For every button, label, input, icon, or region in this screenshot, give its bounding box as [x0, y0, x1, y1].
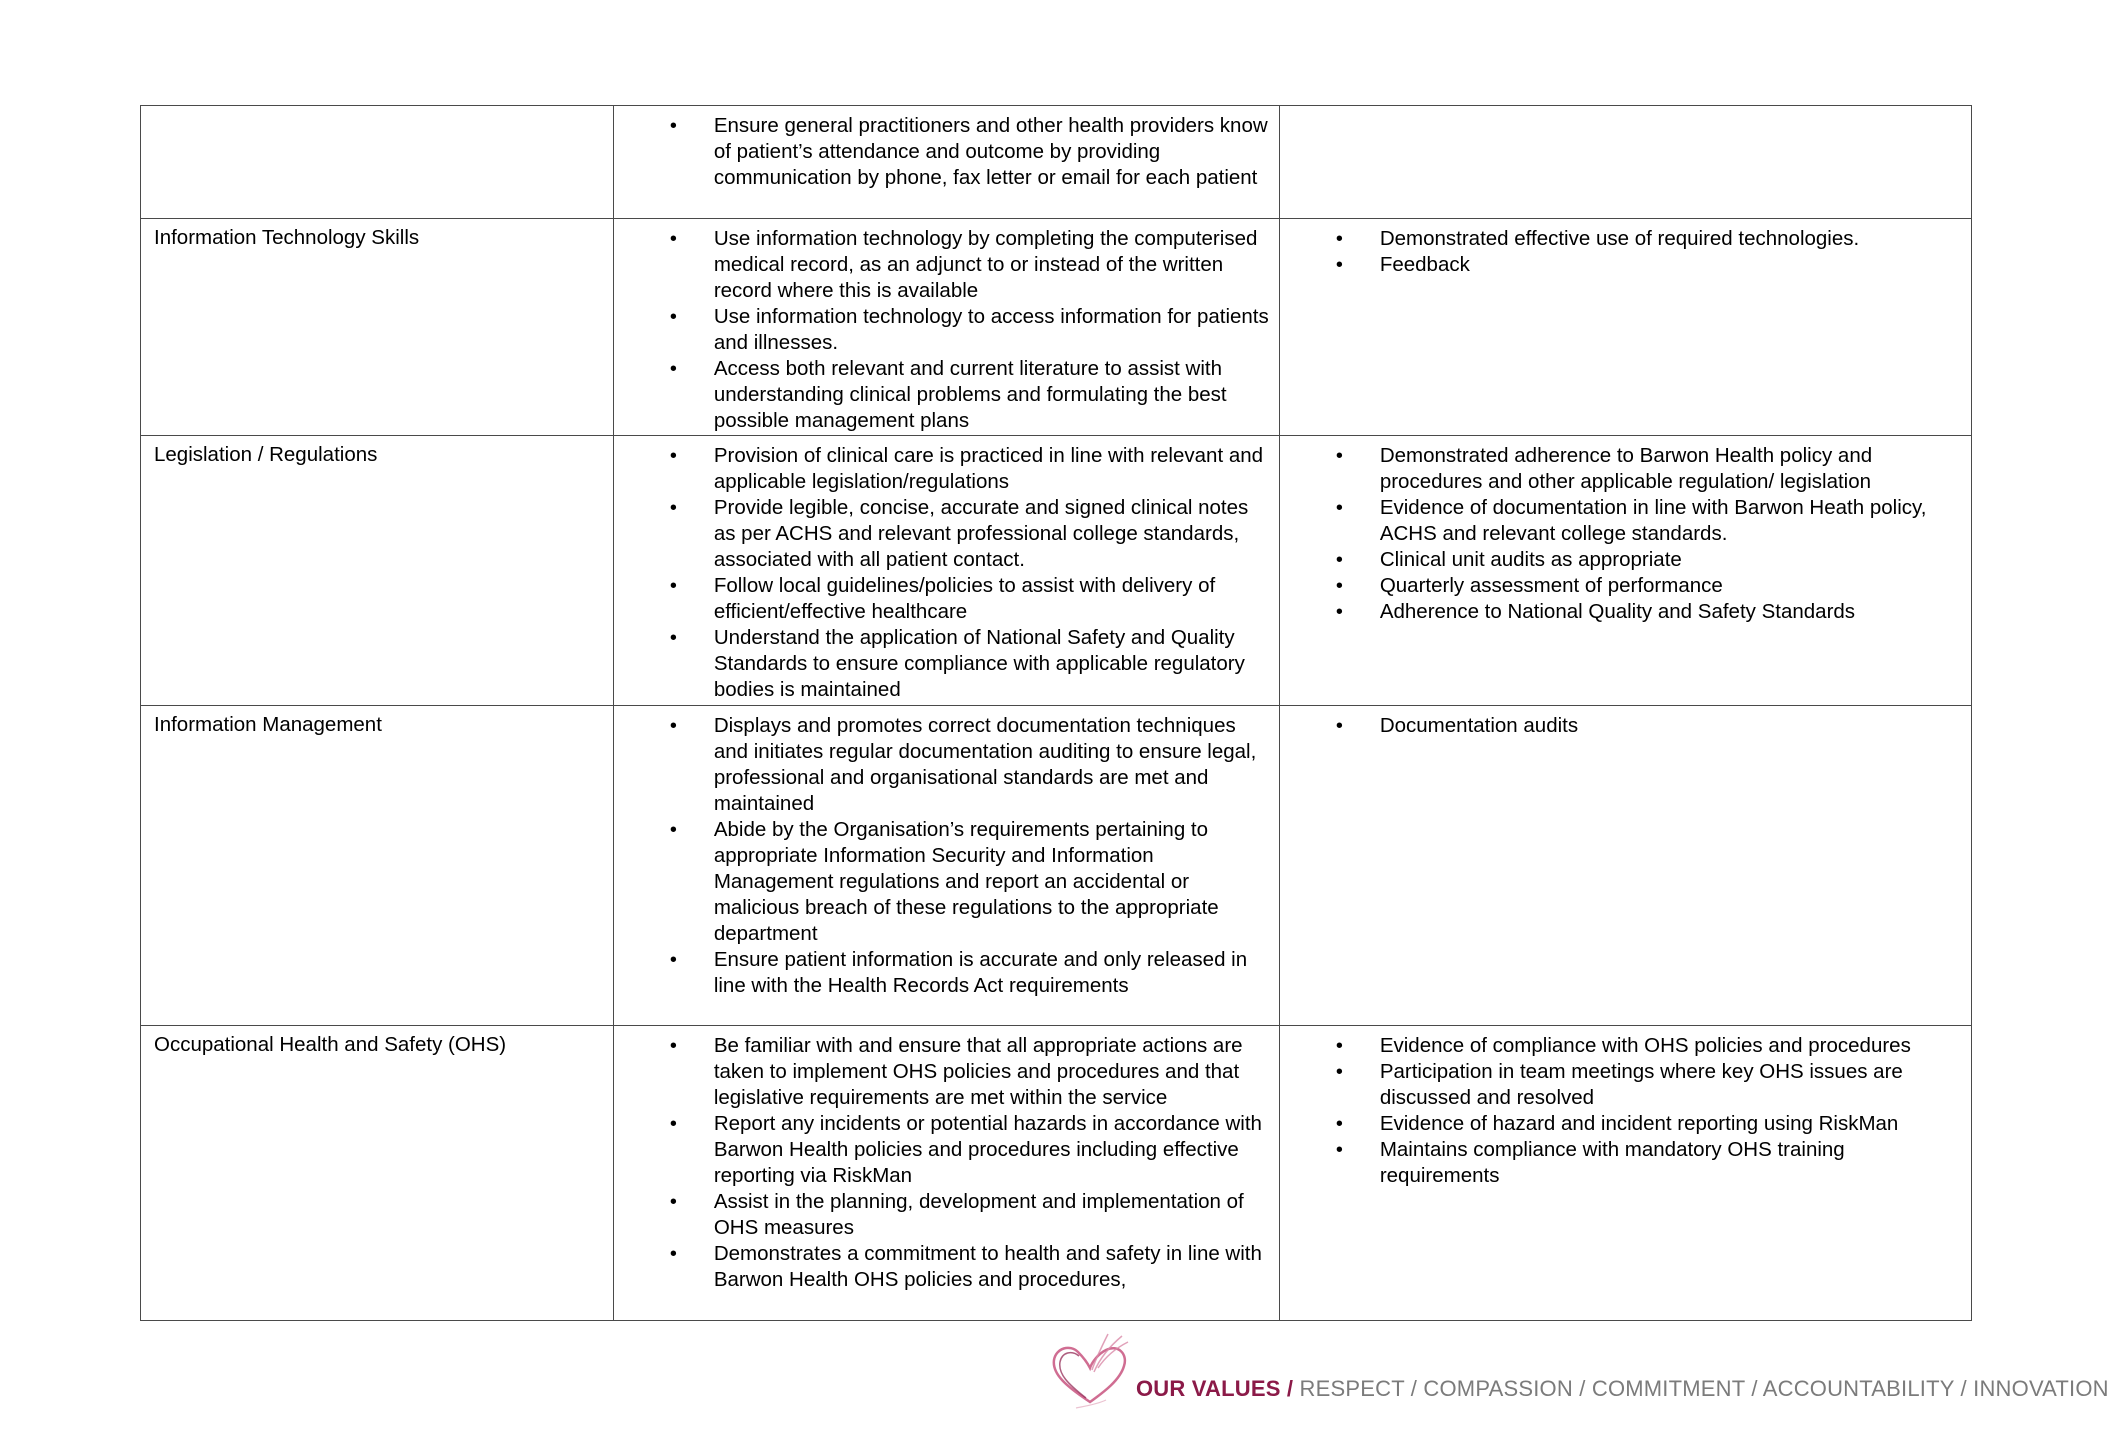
key-result-area-label: Occupational Health and Safety (OHS): [154, 1033, 507, 1056]
list-item: • Understand the application of National Safety and Quality Standards to ensure compliance with applicable regulatory bodies is maintained: [614, 625, 1271, 703]
list-item: • Follow local guidelines/policies to assist with delivery of efficient/effective healthcare: [614, 573, 1271, 625]
table-row: [141, 106, 1972, 219]
list-item: • Assist in the planning, development and implementation of OHS measures: [614, 1189, 1271, 1241]
list-item: • Quarterly assessment of performance: [1280, 573, 1963, 599]
indicators-cell: [1279, 436, 1971, 706]
key-result-area-cell: [141, 436, 614, 706]
list-item: • Clinical unit audits as appropriate: [1280, 547, 1963, 573]
activities-list: [614, 436, 1279, 703]
values-separator: /: [1579, 1376, 1586, 1401]
list-item: • Demonstrates a commitment to health and safety in line with Barwon Health OHS policies and procedures,: [614, 1241, 1271, 1293]
values-separator: /: [1410, 1376, 1418, 1401]
list-item: • Ensure general practitioners and other health providers know of patient’s attendance and outcome by providing communication by phone, fax letter or email for each patient: [614, 113, 1271, 191]
list-item: • Use information technology by completing the computerised medical record, as an adjunct to or instead of the written record where this is available: [614, 226, 1271, 304]
list-item: • Use information technology to access information for patients and illnesses.: [614, 304, 1271, 356]
list-item: • Provision of clinical care is practiced in line with relevant and applicable legislation/regulations: [614, 443, 1271, 495]
list-item: • Participation in team meetings where key OHS issues are discussed and resolved: [1280, 1059, 1963, 1111]
key-result-area-label: Legislation / Regulations: [154, 443, 378, 466]
key-result-area-cell: [141, 1026, 614, 1321]
activities-cell: [613, 436, 1279, 706]
key-result-area-cell: [141, 219, 614, 436]
table-row: [141, 706, 1972, 1026]
value-commitment: COMMITMENT: [1591, 1376, 1745, 1401]
list-item: • Provide legible, concise, accurate and signed clinical notes as per ACHS and relevant professional college standards, associated with all patient contact.: [614, 495, 1271, 573]
list-item: • Adherence to National Quality and Safety Standards: [1280, 599, 1963, 625]
list-item: • Abide by the Organisation’s requirements pertaining to appropriate Information Security and Information Management regulations and report an accidental or malicious breach of these regulations to the appropriate department: [614, 817, 1271, 947]
values-title: OUR VALUES: [1136, 1376, 1281, 1401]
list-item: • Feedback: [1280, 252, 1963, 278]
key-result-area-cell: [141, 706, 614, 1026]
heart-logo-icon: [1046, 1328, 1134, 1416]
list-item: • Maintains compliance with mandatory OHS training requirements: [1280, 1137, 1963, 1189]
indicators-list: [1280, 1026, 1971, 1189]
values-separator: /: [1960, 1376, 1967, 1401]
list-item: • Demonstrated effective use of required technologies.: [1280, 226, 1963, 252]
key-result-area-label: [141, 106, 613, 112]
table-row: [141, 1026, 1972, 1321]
values-separator: /: [1286, 1376, 1294, 1401]
activities-list: [614, 219, 1279, 434]
activities-list: [614, 1026, 1279, 1293]
values-line: [1136, 1376, 2109, 1402]
list-item: • Report any incidents or potential hazards in accordance with Barwon Health policies and procedures including effective reporting via RiskMan: [614, 1111, 1271, 1189]
values-separator: /: [1751, 1376, 1758, 1401]
table-row: [141, 436, 1972, 706]
activities-cell: [613, 106, 1279, 219]
indicators-cell: [1279, 1026, 1971, 1321]
value-respect: RESPECT: [1299, 1376, 1405, 1401]
indicators-list: [1280, 436, 1971, 625]
key-result-area-cell: [141, 106, 614, 219]
value-innovation: INNOVATION: [1973, 1376, 2109, 1401]
indicators-cell: [1279, 706, 1971, 1026]
list-item: • Ensure patient information is accurate and only released in line with the Health Records Act requirements: [614, 947, 1271, 999]
list-item: • Evidence of hazard and incident reporting using RiskMan: [1280, 1111, 1963, 1137]
value-accountability: ACCOUNTABILITY: [1762, 1376, 1955, 1401]
table-row: [141, 219, 1972, 436]
indicators-list: [1280, 706, 1971, 739]
indicators-cell: [1279, 106, 1971, 219]
key-result-area-label: Information Management: [154, 713, 382, 736]
indicators-cell: [1279, 219, 1971, 436]
list-item: • Be familiar with and ensure that all appropriate actions are taken to implement OHS policies and procedures and that legislative requirements are met within the service: [614, 1033, 1271, 1111]
list-item: • Demonstrated adherence to Barwon Health policy and procedures and other applicable regulation/ legislation: [1280, 443, 1963, 495]
activities-cell: [613, 1026, 1279, 1321]
key-result-area-label: Information Technology Skills: [154, 226, 420, 249]
values-footer: [1046, 1328, 2109, 1418]
activities-cell: [613, 219, 1279, 436]
position-description-table: [140, 105, 1972, 1321]
activities-cell: [613, 706, 1279, 1026]
list-item: • Evidence of compliance with OHS policies and procedures: [1280, 1033, 1963, 1059]
activities-list: [614, 106, 1279, 191]
list-item: • Evidence of documentation in line with Barwon Heath policy, ACHS and relevant college standards.: [1280, 495, 1963, 547]
activities-list: [614, 706, 1279, 999]
value-compassion: COMPASSION: [1423, 1376, 1573, 1401]
list-item: • Access both relevant and current literature to assist with understanding clinical problems and formulating the best possible management plans: [614, 356, 1271, 434]
indicators-list: [1280, 219, 1971, 278]
list-item: • Displays and promotes correct documentation techniques and initiates regular documentation auditing to ensure legal, professional and organisational standards are met and maintained: [614, 713, 1271, 817]
list-item: • Documentation audits: [1280, 713, 1963, 739]
